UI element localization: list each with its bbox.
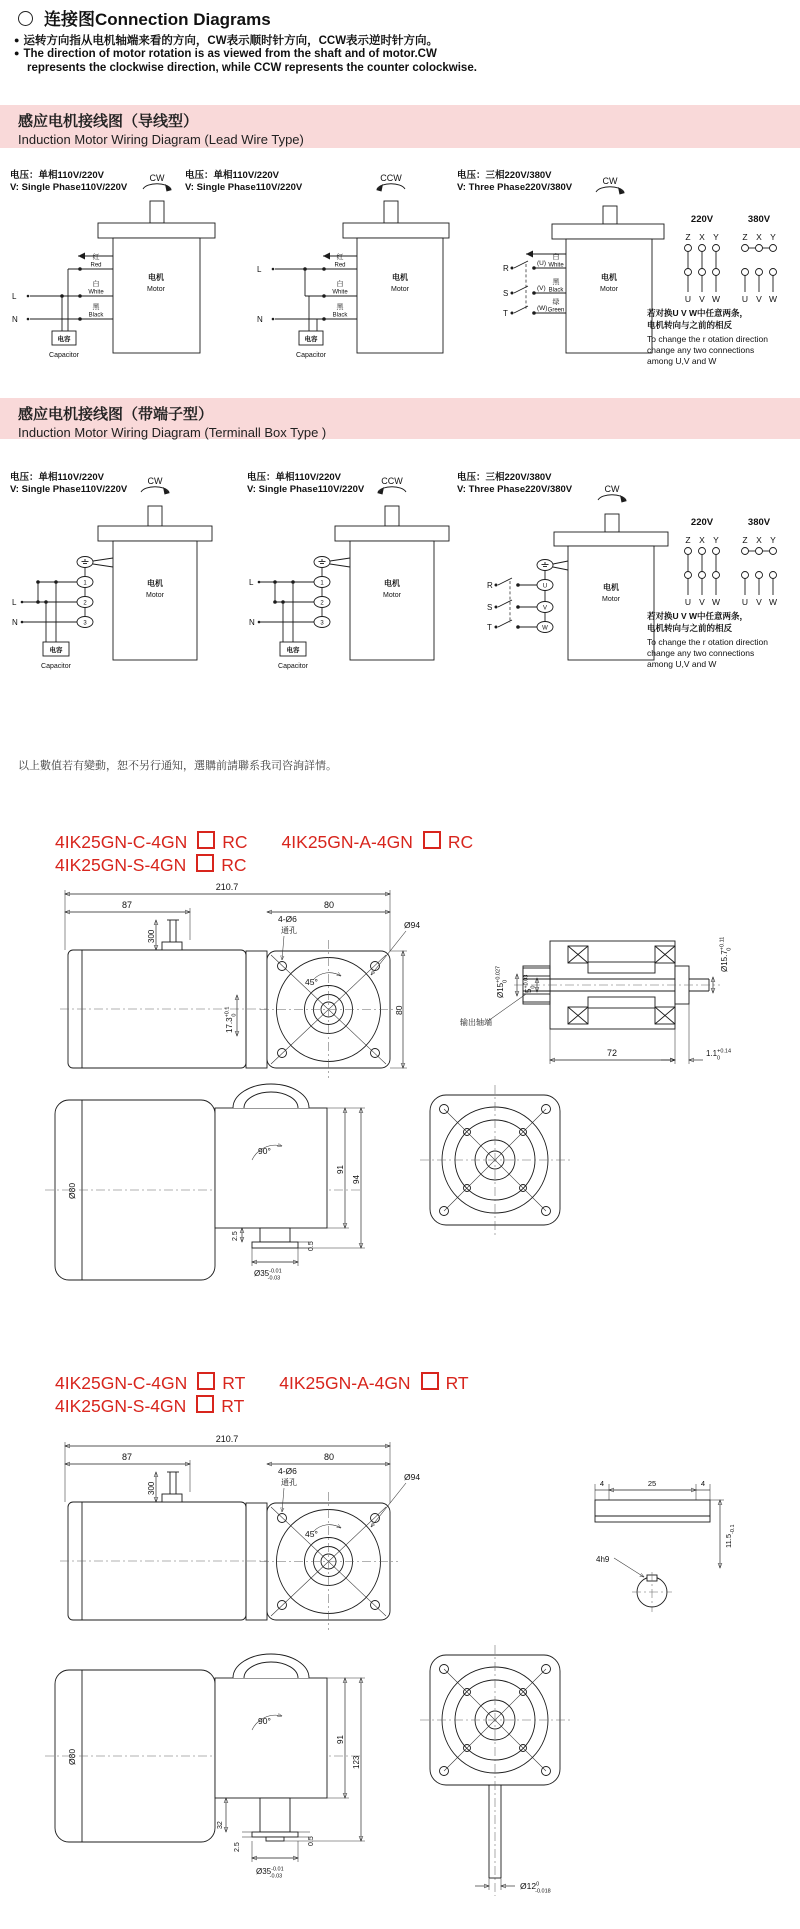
dim-end-gap: $1.1^{+0.14}$ 0 — [706, 1048, 732, 1062]
dim-boss-h0: 32 — [217, 1821, 224, 1829]
terminal-N: N — [257, 315, 263, 324]
voltage-cn: 电压：单相110V/220V — [247, 472, 341, 483]
dim-shaft-dia: $Ø12^0$ -0.018 — [520, 1881, 551, 1895]
letter-v: V — [699, 597, 705, 607]
wire-red-en: Red — [334, 262, 346, 269]
terminal-3: 3 — [83, 620, 87, 627]
terminal-w: (W) — [537, 305, 548, 312]
terminal-2: 2 — [83, 600, 87, 607]
dim-flange-dia: Ø94 — [404, 1472, 421, 1482]
letter-w: W — [711, 294, 721, 304]
wire-black-cn: 黑 — [552, 279, 560, 286]
dim-key-a: 4 — [599, 1479, 605, 1488]
legend-380v-diagram — [742, 232, 778, 304]
key-detail — [595, 1479, 736, 1612]
phase-R-row — [503, 252, 566, 273]
motor-cn: 电机 — [392, 273, 408, 282]
dim-key-c: 4 — [700, 1479, 706, 1488]
legend-note-cn1: 若对换U V W中任意两条， — [647, 308, 749, 318]
voltage-connection-legend-1 — [645, 200, 800, 368]
phase-S-row — [503, 277, 566, 298]
banner-lead-wire — [0, 105, 800, 148]
dim-boss-h1: 2.5 — [232, 1231, 239, 1241]
motor-cn: 电机 — [147, 579, 163, 588]
model-suffix: RT — [222, 1373, 246, 1393]
terminal-N: N — [12, 618, 18, 627]
terminal-1: 1 — [83, 580, 87, 587]
banner1-cn: 感应电机接线图（导线型） — [18, 113, 199, 130]
wire-green-en: Green — [547, 307, 565, 314]
terminal-V: V — [542, 605, 548, 612]
motor-cn: 电机 — [148, 273, 164, 282]
terminal-T: T — [487, 623, 492, 632]
dim-angle: 45° — [305, 1529, 318, 1539]
letter-v: V — [756, 597, 762, 607]
gear-ratio-box — [196, 854, 214, 872]
capacitor-cn: 电容 — [49, 647, 63, 654]
terminal-1: 1 — [320, 580, 324, 587]
bullet-en-line1: ● The direction of motor rotation is as viewed from the shaft and of motor.CW — [14, 48, 437, 60]
wire-red-en: Red — [90, 262, 102, 269]
page-title: 连接图Connection Diagrams — [44, 10, 271, 29]
terminal-L: L — [249, 578, 254, 587]
model-name: 4IK25GN-C-4GN — [55, 832, 188, 852]
voltage-en: V: Single Phase110V/220V — [185, 182, 303, 193]
capacitor-en: Capacitor — [41, 663, 71, 670]
motor-cn: 电机 — [601, 273, 617, 282]
dim-hub-dia: $Ø15.7^{+0.11}0$ — [719, 936, 733, 972]
gear-ratio-box — [423, 831, 441, 849]
wire-black-en: Black — [88, 312, 104, 319]
voltage-cn: 电压：单相110V/220V — [10, 170, 104, 181]
voltage-en: V: Single Phase110V/220V — [10, 182, 128, 193]
wire-black-cn: 黑 — [336, 304, 344, 311]
capacitor-en: Capacitor — [49, 352, 79, 359]
letter-w: W — [711, 597, 721, 607]
legend-note-en1: To change the r otation direction — [647, 637, 768, 647]
dim-shaft-dia: $Ø15^{+0.027}0$ — [495, 965, 509, 998]
terminal-N: N — [249, 618, 255, 627]
capacitor-en: Capacitor — [296, 352, 326, 359]
rotation-ccw-label: CCW — [380, 173, 402, 183]
voltage-cn: 电压：三相220V/380V — [457, 170, 552, 181]
legend-220v: 220V — [690, 517, 714, 528]
capacitor-cn: 电容 — [286, 647, 300, 654]
legend-220v-diagram — [685, 232, 721, 304]
gear-ratio-box — [197, 1372, 215, 1390]
voltage-cn: 电压：单相110V/220V — [185, 170, 279, 181]
motor-side-profile — [60, 1494, 272, 1620]
wire-black-en: Black — [332, 312, 348, 319]
voltage-en: V: Three Phase220V/380V — [457, 182, 573, 193]
model-suffix: RC — [221, 855, 247, 875]
letter-u: U — [741, 294, 749, 304]
model-name: 4IK25GN-S-4GN — [55, 855, 187, 875]
legend-220v: 220V — [690, 214, 714, 225]
model-name: 4IK25GN-C-4GN — [55, 1373, 188, 1393]
model-name: 4IK25GN-A-4GN — [281, 832, 413, 852]
dim-overall: 210.7 — [215, 882, 239, 892]
model-heading-rt — [55, 1372, 469, 1418]
motor-en: Motor — [391, 286, 409, 293]
terminal-block — [77, 557, 113, 628]
model-name: 4IK25GN-A-4GN — [279, 1373, 411, 1393]
wiring-diagram-lead-threephase — [430, 168, 665, 364]
dim-angle: 45° — [305, 977, 318, 987]
dim-body-dia: Ø80 — [67, 1748, 77, 1765]
legend-note-en2: change any two connections — [647, 345, 755, 355]
terminal-R: R — [503, 264, 509, 273]
letter-y: Y — [713, 232, 719, 242]
wire-white-en: White — [88, 289, 104, 296]
voltage-cn: 电压：单相110V/220V — [10, 472, 104, 483]
legend-380v-diagram — [742, 535, 778, 607]
letter-v: V — [699, 294, 705, 304]
rotation-cw-label: CW — [602, 176, 618, 186]
dim-height-94: 94 — [352, 1175, 361, 1184]
wire-black-cn: 黑 — [92, 304, 100, 311]
model-name: 4IK25GN-S-4GN — [55, 1396, 187, 1416]
label-output-shaft: 输出轴端 — [460, 1018, 492, 1027]
gear-ratio-box — [197, 831, 215, 849]
dimension-drawing-rt — [20, 1430, 780, 1929]
legend-380v: 380V — [747, 517, 771, 528]
letter-z: Z — [685, 535, 691, 545]
motor-en: Motor — [383, 592, 401, 599]
wire-white-en: White — [548, 262, 564, 269]
capacitor-cn: 电容 — [304, 336, 318, 343]
motor-en: Motor — [146, 592, 164, 599]
dim-key-width: $5^{+0.03}0$ — [523, 974, 537, 993]
legend-note-en2: change any two connections — [647, 648, 755, 658]
dim-flange-dia: Ø94 — [404, 920, 421, 930]
letter-w: W — [768, 597, 778, 607]
gear-ratio-box — [421, 1372, 439, 1390]
wire-white-en: White — [332, 289, 348, 296]
terminal-u: (U) — [537, 260, 547, 267]
dim-height-91: 91 — [336, 1735, 345, 1744]
rotation-cw-label: CW — [149, 173, 165, 183]
letter-u: U — [741, 597, 749, 607]
wiring-diagram-terminal-threephase — [430, 470, 670, 670]
terminal-U: U — [542, 583, 548, 590]
dim-offset: $17.3^{+0.1}0$ — [224, 1006, 238, 1033]
wire-green-cn: 绿 — [552, 299, 560, 306]
gearhead-side-elevation — [215, 1654, 327, 1841]
banner2-cn: 感应电机接线图（带端子型） — [18, 406, 214, 423]
letter-x: X — [756, 232, 762, 242]
motor-en: Motor — [600, 286, 618, 293]
dim-lead-length: 300 — [147, 929, 156, 943]
voltage-connection-legend-2 — [645, 503, 800, 671]
dimension-drawing-rc — [20, 878, 780, 1343]
letter-y: Y — [770, 535, 776, 545]
capacitor-cn: 电容 — [57, 336, 71, 343]
terminal-3: 3 — [320, 620, 324, 627]
bullet-cn: ● 运转方向指从电机轴端来看的方向，CW表示顺时针方向，CCW表示逆时针方向。 — [14, 32, 438, 48]
legend-note-en3: among U,V and W — [647, 356, 717, 366]
terminal-S: S — [487, 603, 493, 612]
letter-z: Z — [742, 232, 748, 242]
letter-x: X — [699, 232, 705, 242]
legend-note-cn2: 电机转向与之前的相反 — [647, 320, 733, 330]
gearhead-side-elevation — [215, 1084, 327, 1248]
wire-black-en: Black — [548, 287, 564, 294]
wire-red-cn: 红 — [92, 254, 100, 261]
model-line-2 — [55, 1395, 469, 1418]
model-line-1 — [55, 831, 473, 854]
dim-holes-cn: 通孔 — [281, 926, 297, 935]
model-suffix: RT — [445, 1373, 469, 1393]
banner2-en: Induction Motor Wiring Diagram (Terminall Box Type ) — [18, 425, 327, 440]
rear-flange-view — [420, 1085, 570, 1235]
terminal-L: L — [257, 265, 262, 274]
motor-en: Motor — [147, 286, 165, 293]
dim-boss-dia: $Ø35^{-0.01}$ -0.03 — [254, 1268, 282, 1282]
letter-w: W — [768, 294, 778, 304]
phase-T-row — [503, 297, 566, 318]
letter-u: U — [684, 597, 692, 607]
model-line-1 — [55, 1372, 469, 1395]
terminal-L: L — [12, 598, 17, 607]
rotation-cw-label: CW — [147, 476, 163, 486]
motor-side-profile — [60, 942, 272, 1068]
terminal-L: L — [12, 292, 17, 301]
dim-height-91: 91 — [336, 1165, 345, 1174]
voltage-cn: 电压：三相220V/380V — [457, 472, 552, 483]
letter-y: Y — [770, 232, 776, 242]
rear-flange-view — [420, 1645, 570, 1896]
terminal-S: S — [503, 289, 509, 298]
terminal-W: W — [542, 625, 548, 632]
dim-right: 80 — [323, 900, 335, 910]
bullet-en-line2: represents the clockwise direction, while CCW represents the counter colockwise. — [27, 62, 477, 74]
model-heading-rc — [55, 831, 473, 877]
dim-shaft-length: 72 — [606, 1048, 618, 1058]
dim-swing-angle: 90° — [258, 1716, 271, 1726]
dim-boss-dia: $Ø35^{-0.01}$ -0.03 — [256, 1866, 284, 1880]
legend-220v-diagram — [685, 535, 721, 607]
letter-x: X — [756, 535, 762, 545]
gear-ratio-box — [196, 1395, 214, 1413]
model-line-2 — [55, 854, 473, 877]
dim-height-123: 123 — [352, 1755, 361, 1769]
model-suffix: RT — [221, 1396, 245, 1416]
dim-left: 87 — [121, 1452, 133, 1462]
legend-note-en1: To change the r otation direction — [647, 334, 768, 344]
dim-holes: 4-Ø6 — [278, 914, 297, 924]
gearbox-flange-face — [260, 1492, 398, 1630]
model-suffix: RC — [447, 832, 474, 852]
terminal-block — [537, 560, 568, 633]
terminal-block — [314, 557, 350, 628]
letter-x: X — [699, 535, 705, 545]
dim-key-height: $11.5_{-0.1}$ — [724, 1524, 736, 1548]
motor-cn: 电机 — [603, 583, 619, 592]
legend-380v: 380V — [747, 214, 771, 225]
dim-boss-h2: 0.5 — [308, 1836, 315, 1846]
gearbox-flange-face — [260, 940, 398, 1078]
letter-v: V — [756, 294, 762, 304]
capacitor-en: Capacitor — [278, 663, 308, 670]
terminal-N: N — [12, 315, 18, 324]
voltage-en: V: Single Phase110V/220V — [10, 484, 128, 495]
dim-left: 87 — [121, 900, 133, 910]
terminal-v: (V) — [537, 285, 546, 292]
banner-terminal-box — [0, 398, 800, 439]
legend-note-en3: among U,V and W — [647, 659, 717, 669]
wiring-diagram-terminal-cw — [8, 470, 213, 675]
dim-holes: 4-Ø6 — [278, 1466, 297, 1476]
dim-boss-h1: 2.5 — [234, 1842, 241, 1852]
rotation-cw-label: CW — [604, 484, 620, 494]
model-suffix: RC — [222, 832, 248, 852]
dim-overall: 210.7 — [215, 1434, 239, 1444]
dim-key-b: 25 — [647, 1479, 657, 1488]
dim-holes-cn: 通孔 — [281, 1478, 297, 1487]
dim-key-code: 4h9 — [596, 1555, 610, 1564]
dim-swing-angle: 90° — [258, 1146, 271, 1156]
dim-lead-length: 300 — [147, 1481, 156, 1495]
terminal-T: T — [503, 309, 508, 318]
disclaimer-note: 以上數值若有變動，恕不另行通知，選購前請聯系我司咨詢詳情。 — [18, 760, 337, 772]
dim-body-dia: Ø80 — [67, 1182, 77, 1199]
letter-z: Z — [742, 535, 748, 545]
dim-right: 80 — [323, 1452, 335, 1462]
banner1-en: Induction Motor Wiring Diagram (Lead Wire Type) — [18, 132, 304, 147]
dim-boss-h2: 0.5 — [308, 1241, 315, 1251]
terminal-2: 2 — [320, 600, 324, 607]
rotation-ccw-label: CCW — [381, 476, 403, 486]
letter-z: Z — [685, 232, 691, 242]
legend-note-cn2: 电机转向与之前的相反 — [647, 623, 733, 633]
motor-cn: 电机 — [384, 579, 400, 588]
wire-white-cn: 白 — [336, 281, 344, 288]
legend-note-cn1: 若对换U V W中任意两条， — [647, 611, 749, 621]
section-circle-icon — [18, 11, 33, 26]
motor-en: Motor — [602, 596, 620, 603]
wire-red-cn: 红 — [336, 254, 344, 261]
voltage-en: V: Three Phase220V/380V — [457, 484, 573, 495]
letter-u: U — [684, 294, 692, 304]
wire-white-cn: 白 — [552, 254, 560, 261]
dim-face-height: 80 — [394, 1005, 404, 1015]
voltage-en: V: Single Phase110V/220V — [247, 484, 365, 495]
terminal-R: R — [487, 581, 493, 590]
wire-white-cn: 白 — [92, 281, 100, 288]
letter-y: Y — [713, 535, 719, 545]
